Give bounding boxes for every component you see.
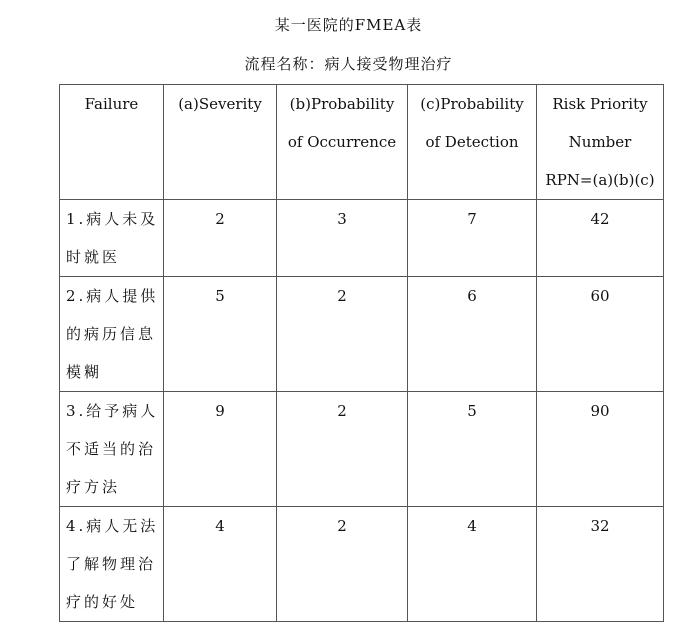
detection-value: 6 [467, 287, 477, 305]
header-line: Failure [84, 95, 139, 113]
occurrence-value: 2 [337, 517, 347, 535]
occurrence-value: 2 [337, 287, 347, 305]
fmea-table [59, 84, 664, 622]
severity-cell [164, 392, 277, 507]
failure-text: 3.给予病人 [66, 402, 159, 420]
occurrence-value: 3 [337, 210, 347, 228]
failure-text: 模糊 [66, 363, 103, 381]
occurrence-cell [277, 392, 408, 507]
failure-text: 1.病人未及 [66, 210, 159, 228]
failure-text: 4.病人无法 [66, 517, 159, 535]
detection-value: 4 [467, 517, 477, 535]
header-rpn [537, 85, 664, 200]
table-row [60, 392, 664, 507]
rpn-cell [537, 277, 664, 392]
rpn-value: 60 [590, 287, 610, 305]
rpn-cell [537, 507, 664, 622]
detection-cell [408, 200, 537, 277]
process-name: 流程名称：病人接受物理治疗 [244, 55, 453, 73]
header-detection [408, 85, 537, 200]
rpn-value: 42 [590, 210, 610, 228]
detection-cell [408, 507, 537, 622]
occurrence-value: 2 [337, 402, 347, 420]
severity-value: 4 [215, 517, 225, 535]
detection-value: 7 [467, 210, 477, 228]
occurrence-cell [277, 507, 408, 622]
severity-value: 9 [215, 402, 225, 420]
failure-text: 的病历信息 [66, 325, 157, 343]
header-occurrence [277, 85, 408, 200]
detection-value: 5 [467, 402, 477, 420]
detection-cell [408, 392, 537, 507]
rpn-value: 32 [590, 517, 610, 535]
failure-cell [60, 277, 164, 392]
failure-text: 不适当的治 [66, 440, 157, 458]
occurrence-cell [277, 277, 408, 392]
header-line: Risk Priority [552, 95, 648, 113]
header-failure [60, 85, 164, 200]
severity-value: 2 [215, 210, 225, 228]
header-line: Number [568, 133, 632, 151]
rpn-cell [537, 200, 664, 277]
severity-cell [164, 277, 277, 392]
failure-text: 时就医 [66, 248, 121, 266]
table-row [60, 200, 664, 277]
header-line: RPN=(a)(b)(c) [545, 171, 655, 189]
table-header-row [60, 85, 664, 200]
failure-cell [60, 392, 164, 507]
failure-cell [60, 507, 164, 622]
failure-text: 2.病人提供 [66, 287, 159, 305]
severity-cell [164, 200, 277, 277]
failure-cell [60, 200, 164, 277]
header-line: of Detection [425, 133, 519, 151]
severity-value: 5 [215, 287, 225, 305]
severity-cell [164, 507, 277, 622]
table-row [60, 277, 664, 392]
detection-cell [408, 277, 537, 392]
header-line: (a)Severity [178, 95, 262, 113]
failure-text: 了解物理治 [66, 555, 157, 573]
document-title: 某一医院的FMEA表 [274, 16, 423, 34]
rpn-cell [537, 392, 664, 507]
failure-text: 疗的好处 [66, 593, 139, 611]
failure-text: 疗方法 [66, 478, 121, 496]
header-line: (b)Probability [289, 95, 395, 113]
rpn-value: 90 [590, 402, 610, 420]
header-line: of Occurrence [287, 133, 397, 151]
header-line: (c)Probability [420, 95, 524, 113]
table-row [60, 507, 664, 622]
occurrence-cell [277, 200, 408, 277]
header-severity [164, 85, 277, 200]
